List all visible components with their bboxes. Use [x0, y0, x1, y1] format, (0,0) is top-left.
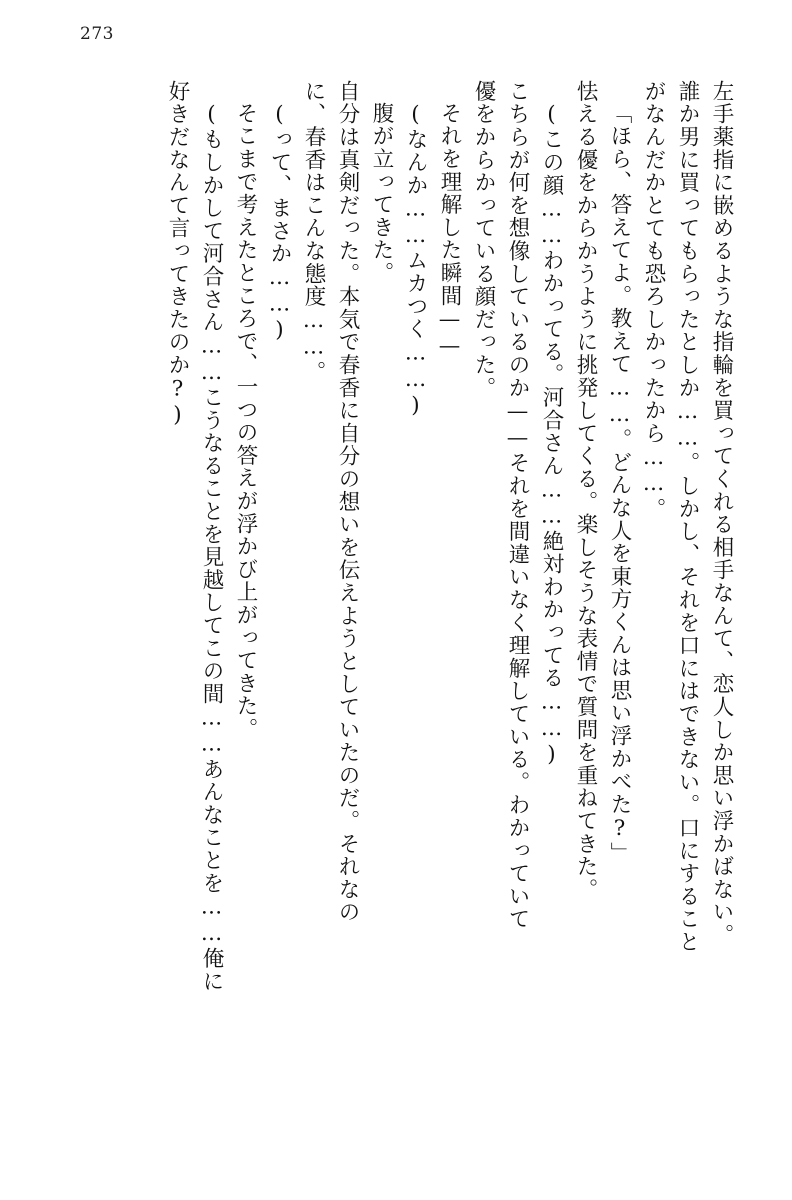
text-column: (なんか……ムカつく……): [403, 102, 428, 420]
text-column: 優をからかっている顔だった。: [471, 80, 496, 400]
text-column: 自分は真剣だった。本気で春香に自分の想いを伝えようとしていたのだ。それなの: [335, 80, 360, 924]
text-column: それを理解した瞬間——: [437, 102, 462, 360]
text-column: 「ほら、答えてよ。教えて……。どんな人を東方くんは思い浮かべた?」: [607, 102, 632, 865]
text-column: 怯える優をからかうように挑発してくる。楽しそうな表情で質問を重ねてきた。: [573, 80, 598, 901]
text-column: 左手薬指に嵌めるような指輪を買ってくれる相手なんて、恋人しか思い浮かばない。: [709, 80, 734, 947]
text-column: そこまで考えたところで、一つの答えが浮かび上がってきた。: [233, 102, 258, 741]
vertical-text-body: [55, 80, 732, 1150]
text-column: (って、まさか……): [267, 102, 292, 344]
page-number: 273: [80, 24, 114, 44]
text-column: (もしかして河合さん……こうなることを見越してこの間……あんなことを……俺に: [199, 102, 224, 993]
text-column: に、春香はこんな態度……。: [301, 80, 326, 384]
text-column: 好きだなんて言ってきたのか?): [165, 80, 190, 429]
text-column: がなんだかとても恐ろしかったから……。: [641, 80, 666, 521]
text-column: 腹が立ってきた。: [369, 102, 394, 285]
text-column: (この顔……わかってる。河合さん……絶対わかってる……): [539, 102, 564, 769]
text-column: 誰か男に買ってもらったとしか……。しかし、それを口にはできない。口にすること: [675, 80, 700, 954]
text-column: こちらが何を想像しているのか——それを間違いなく理解している。わかっていて: [505, 80, 530, 931]
